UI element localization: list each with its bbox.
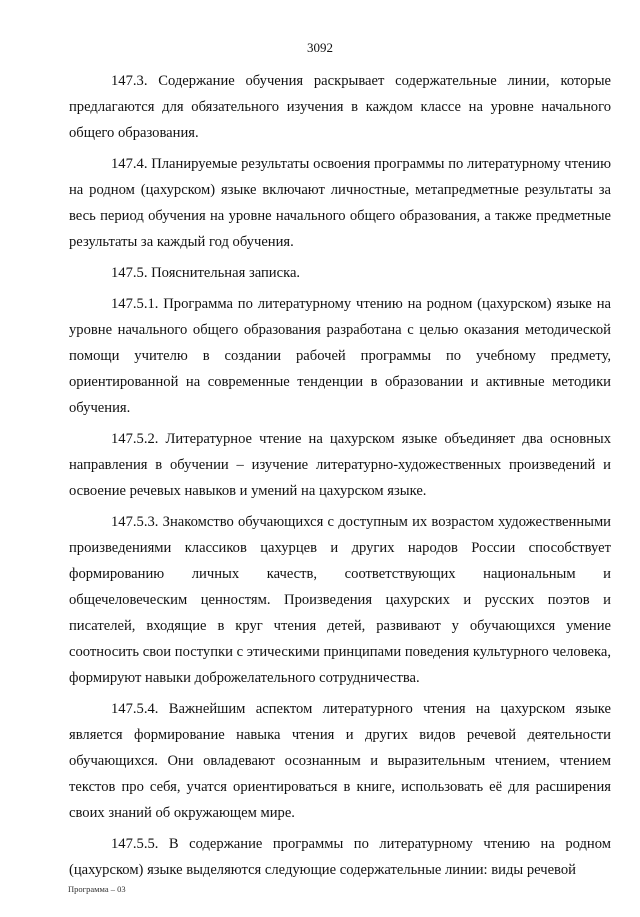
page-number: 3092: [307, 40, 333, 55]
paragraph-147-3: 147.3. Содержание обучения раскрывает содержательные линии, которые предлагаются для обязательного изучения в каждом классе на уровне начального общего образования.: [69, 73, 611, 141]
paragraph-147-5-3: 147.5.3. Знакомство обучающихся с доступным их возрастом художественными произведениями классиков цахурцев и других народов России способствует формированию личных качеств, соответствующих национальным и общечеловеческим ценностям. Произведения цахурских и русских поэтов и писателей, входящие в круг чтения детей, развивают у обучающихся умение соотносить свои поступки с этическими принципами поведения культурного человека, формируют навыки доброжелательного сотрудничества.: [69, 514, 611, 686]
paragraph-147-5: 147.5. Пояснительная записка.: [111, 265, 301, 281]
paragraph-147-4: 147.4. Планируемые результаты освоения программы по литературному чтению на родном (цахурском) языке включают личностные, метапредметные результаты за весь период обучения на уровне начального общего образования, а также предметные результаты за каждый год обучения.: [69, 156, 611, 250]
body-text: [69, 68, 611, 888]
paragraph-147-5-5: 147.5.5. В содержание программы по литературному чтению на родном (цахурском) языке выделяются следующие содержательные линии: виды речевой: [69, 836, 611, 878]
paragraph-147-5-1: 147.5.1. Программа по литературному чтению на родном (цахурском) языке на уровне начального общего образования разработана с целью оказания методической помощи учителю в создании рабочей программы по учебному предмету, ориентированной на современные тенденции в образовании и активные методики обучения.: [69, 296, 611, 416]
footer-label: Программа – 03: [68, 884, 126, 894]
paragraph-147-5-2: 147.5.2. Литературное чтение на цахурском языке объединяет два основных направления в обучении – изучение литературно-художественных произведений и освоение речевых навыков и умений на цахурском языке.: [69, 431, 611, 499]
paragraph-147-5-4: 147.5.4. Важнейшим аспектом литературного чтения на цахурском языке является формирование навыка чтения и других видов речевой деятельности обучающихся. Они овладевают осознанным и выразительным чтением, чтением текстов про себя, учатся ориентироваться в книге, использовать её для расширения своих знаний об окружающем мире.: [69, 701, 611, 821]
